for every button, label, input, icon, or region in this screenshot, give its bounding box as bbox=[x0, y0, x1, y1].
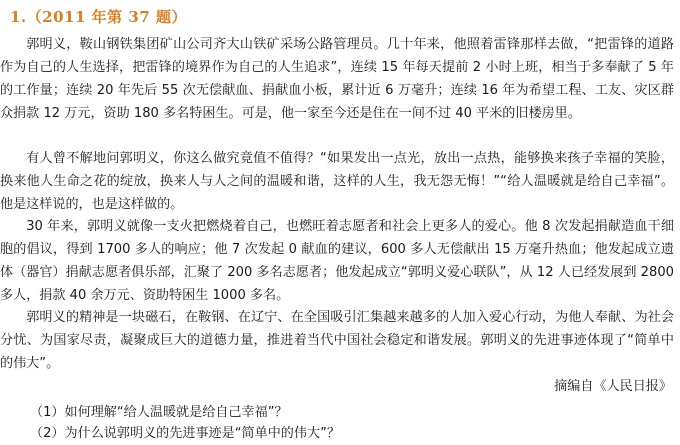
source-citation: 摘编自《人民日报》 bbox=[554, 379, 672, 394]
question-title: 1.（2011 年第 37 题） bbox=[10, 8, 187, 26]
paragraph-4: 郭明义的精神是一块磁石，在鞍钢、在辽宁、在全国吸引汇集越来越多的人加入爱心行动，为他人奉献、为社会分忧、为国家尽责，凝聚成巨大的道德力量，推进着当代中国社会稳定和谐发展。郭明义的先进事迹体现了“简单中的伟大”。 bbox=[0, 310, 674, 371]
sub-question-1: （1）如何理解“给人温暖就是给自己幸福”？ bbox=[30, 405, 288, 420]
sub-question-2: （2）为什么说郭明义的先进事迹是“简单中的伟大”？ bbox=[30, 426, 340, 441]
paragraph-2: 有人曾不解地问郭明义，你这么做究竟值不值得？“如果发出一点光，放出一点热，能够换来孩子幸福的笑脸，换来他人生命之花的绽放，换来人与人之间的温暖和谐，这样的人生，我无怨无悔！”“给人温暖就是给自己幸福”。他是这样说的，也是这样做的。 bbox=[0, 151, 674, 212]
paragraph-1: 郭明义，鞍山钢铁集团矿山公司齐大山铁矿采场公路管理员。几十年来，他照着雷锋那样去做，“把雷锋的道路作为自己的人生选择，把雷锋的境界作为自己的人生追求”，连续 15 年每天提前 2 小时上班，相当于多奉献了 5 年的工作量；连续 20 年先后 55 次无偿献血、捐献血小板，累计近 6 万毫升；连续 16 年为希望工程、工友、灾区群众捐款 12 万元，资助 180 多名特困生。可是，他一家至今还是住在一间不过 40 平米的旧楼房里。 bbox=[0, 37, 674, 121]
paragraph-3: 30 年来，郭明义就像一支火把燃烧着自己，也燃旺着志愿者和社会上更多人的爱心。他 8 次发起捐献造血干细胞的倡议，得到 1700 多人的响应；他 7 次发起 0 献血的建议，600 多人无偿献出 15 万毫升热血；他发起成立遗体（器官）捐献志愿者俱乐部，汇聚了 200 多名志愿者；他发起成立“郭明义爱心联队”，从 12 人已经发展到 2800 多人，捐款 40 余万元、资助特困生 1000 多名。 bbox=[0, 219, 674, 303]
